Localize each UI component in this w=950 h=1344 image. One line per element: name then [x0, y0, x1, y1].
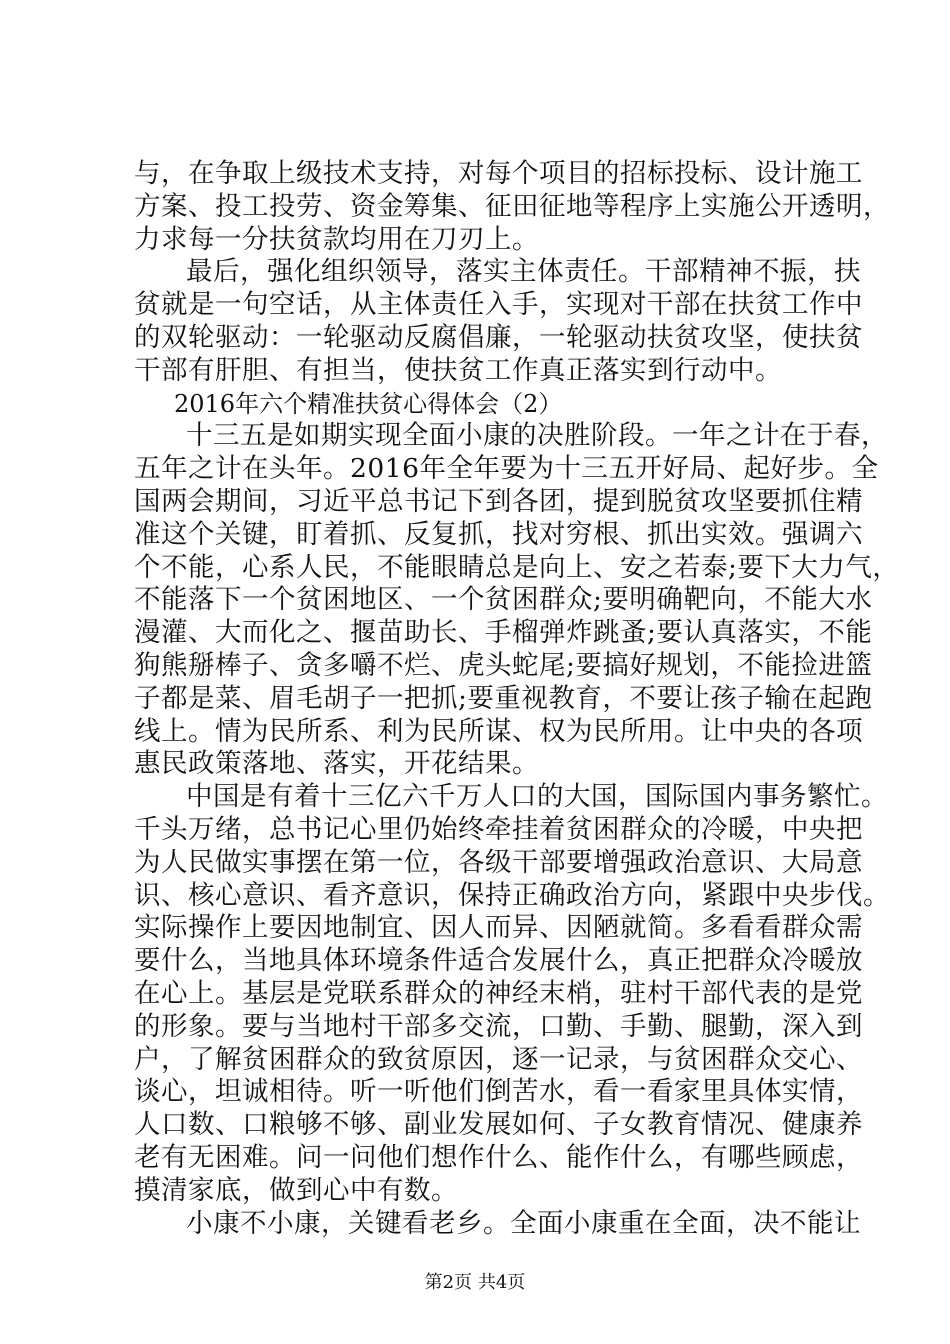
text-line: 摸清家底，做到心中有数。 — [134, 1174, 458, 1206]
text-line: 力求每一分扶贫款均用在刀刃上。 — [134, 223, 539, 255]
text-line: 小康不小康，关键看老乡。全面小康重在全面，决不能让 — [186, 1207, 861, 1239]
document-body — [134, 158, 900, 1240]
text-line: 识、核心意识、看齐意识，保持正确政治方向，紧跟中央步伐。 — [134, 879, 890, 911]
text-line: 贫就是一句空话，从主体责任入手，实现对干部在扶贫工作中 — [134, 289, 863, 321]
text-line: 准这个关键，盯着抓、反复抓，找对穷根、抓出实效。强调六 — [134, 518, 863, 550]
text-line: 最后，强化组织领导，落实主体责任。干部精神不振，扶 — [186, 256, 861, 288]
text-line: 千头万绪，总书记心里仍始终牵挂着贫困群众的冷暖，中央把 — [134, 813, 863, 845]
text-line: 的形象。要与当地村干部多交流，口勤、手勤、腿勤，深入到 — [134, 1010, 863, 1042]
text-line: 为人民做实事摆在第一位，各级干部要增强政治意识、大局意 — [134, 846, 863, 878]
text-line: 的双轮驱动：一轮驱动反腐倡廉，一轮驱动扶贫攻坚，使扶贫 — [134, 321, 863, 353]
text-line: 在心上。基层是党联系群众的神经末梢，驻村干部代表的是党 — [134, 977, 863, 1009]
text-line: 子都是菜、眉毛胡子一把抓;要重视教育，不要让孩子输在起跑 — [134, 682, 873, 714]
text-line: 干部有肝胆、有担当，使扶贫工作真正落实到行动中。 — [134, 354, 782, 386]
page-number-label: 第2页 共4页 — [424, 1272, 526, 1293]
text-line: 要什么，当地具体环境条件适合发展什么，真正把群众冷暖放 — [134, 945, 863, 977]
text-line: 五年之计在头年。2016年全年要为十三五开好局、起好步。全 — [134, 453, 879, 485]
text-line: 方案、投工投劳、资金筹集、征田征地等程序上实施公开透明， — [134, 190, 890, 222]
text-line: 与，在争取上级技术支持，对每个项目的招标投标、设计施工 — [134, 158, 863, 189]
text-line: 惠民政策落地、落实，开花结果。 — [134, 748, 539, 780]
page-footer — [0, 1272, 950, 1294]
text-line: 狗熊掰棒子、贪多嚼不烂、虎头蛇尾;要搞好规划，不能捡进篮 — [134, 649, 873, 681]
text-line: 线上。情为民所系、利为民所谋、权为民所用。让中央的各项 — [134, 715, 863, 747]
section-heading: 2016年六个精准扶贫心得体会（2） — [174, 389, 563, 418]
text-line: 十三五是如期实现全面小康的决胜阶段。一年之计在于春， — [186, 420, 888, 452]
text-line: 谈心，坦诚相待。听一听他们倒苦水，看一看家里具体实情， — [134, 1076, 863, 1108]
text-line: 国两会期间，习近平总书记下到各团，提到脱贫攻坚要抓住精 — [134, 485, 863, 517]
text-line: 人口数、口粮够不够、副业发展如何、子女教育情况、健康养 — [134, 1109, 863, 1141]
text-line: 中国是有着十三亿六千万人口的大国，国际国内事务繁忙。 — [186, 781, 888, 813]
text-line: 个不能，心系人民，不能眼睛总是向上、安之若泰;要下大力气， — [134, 551, 900, 583]
text-line: 户，了解贫困群众的致贫原因，逐一记录，与贫困群众交心、 — [134, 1043, 863, 1075]
text-line: 实际操作上要因地制宜、因人而异、因陋就简。多看看群众需 — [134, 912, 863, 944]
text-line: 不能落下一个贫困地区、一个贫困群众;要明确靶向，不能大水 — [134, 584, 873, 616]
text-line: 老有无困难。问一问他们想作什么、能作什么，有哪些顾虑， — [134, 1141, 863, 1173]
text-line: 漫灌、大而化之、揠苗助长、手榴弹炸跳蚤;要认真落实，不能 — [134, 617, 873, 649]
